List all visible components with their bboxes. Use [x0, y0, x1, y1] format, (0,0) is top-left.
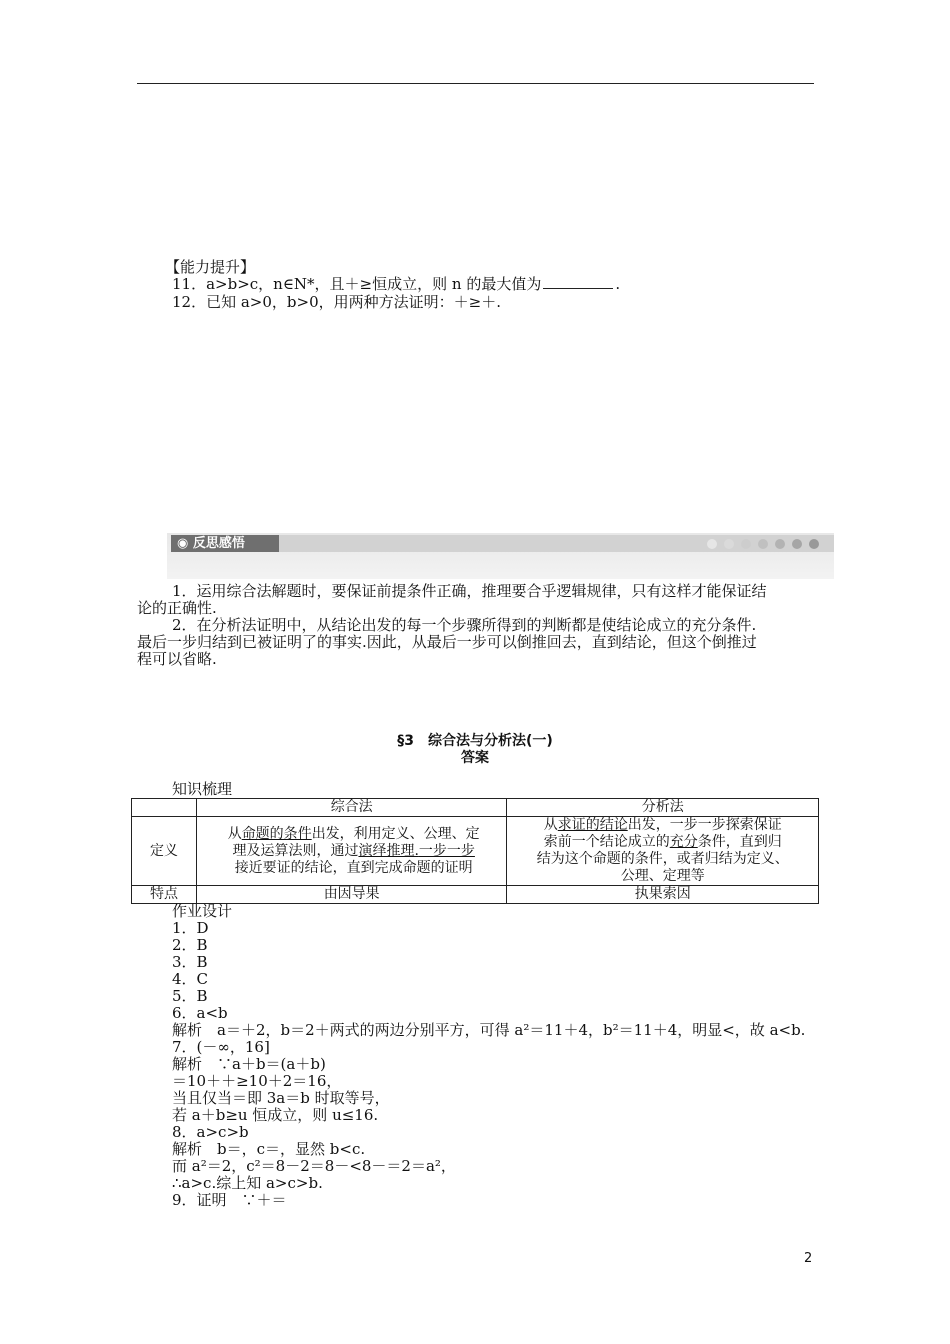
answer-line: 解析 ∵a＋b＝(a＋b) — [172, 1055, 326, 1073]
reflection-p1-line1: 1．运用综合法解题时，要保证前提条件正确，推理要合乎逻辑规律，只有这样才能保证结 — [172, 582, 767, 600]
answer-line: 解析 a＝＋2，b＝2＋两式的两边分别平方，可得 a²＝11＋4，b²＝11＋4，明显<，故 a<b. — [172, 1021, 806, 1039]
reflection-banner — [167, 533, 834, 579]
analysis-feature: 执果索因 — [507, 886, 819, 904]
answer-line: 若 a＋b≥u 恒成立，则 u≤16. — [172, 1106, 379, 1124]
answer-line: 2．B — [172, 936, 208, 954]
answer-line: ＝10＋＋≥10＋2＝16， — [172, 1072, 342, 1090]
answer-line: 7．(－∞，16] — [172, 1038, 270, 1056]
table-header-row — [132, 799, 819, 817]
answer-line: 8．a>c>b — [172, 1123, 249, 1141]
table-corner — [132, 799, 197, 817]
reflection-p2-line2: 最后一步归结到已被证明了的事实.因此，从最后一步可以倒推回去，直到结论，但这个倒推过 — [137, 633, 757, 651]
col-header-analysis: 分析法 — [507, 799, 819, 817]
answer-line: 5．B — [172, 987, 208, 1005]
banner-dot — [758, 539, 768, 549]
row-head-definition: 定义 — [132, 817, 197, 886]
reflection-label: ◉ 反思感悟 — [171, 535, 285, 552]
answer-line: 当且仅当＝即 3a＝b 时取等号， — [172, 1089, 390, 1107]
banner-dot — [792, 539, 802, 549]
homework-label: 作业设计 — [172, 902, 233, 920]
synthesis-definition: 从命题的条件出发，利用定义、公理、定 理及运算法则，通过演绎推理.一步一步 接近要证的结论，直到完成命题的证明 — [196, 817, 507, 886]
table-row-feature — [132, 886, 819, 904]
answer-line: 解析 b＝，c＝，显然 b<c. — [172, 1140, 366, 1158]
answer-blank — [543, 276, 613, 289]
reflection-p2-line1: 2．在分析法证明中，从结论出发的每一个步骤所得到的判断都是使结论成立的充分条件. — [172, 616, 757, 634]
synthesis-feature: 由因导果 — [196, 886, 507, 904]
page-number: 2 — [804, 1251, 813, 1266]
header-rule — [137, 83, 814, 84]
question-11: 11．a>b>c，n∈N*，且＋≥恒成立，则 n 的最大值为 . — [172, 275, 621, 293]
answer-line: 6．a<b — [172, 1004, 228, 1022]
banner-dot — [707, 539, 717, 549]
row-head-feature: 特点 — [132, 886, 197, 904]
answer-line: 而 a²＝2，c²＝8－2＝8－<8－＝2＝a²， — [172, 1157, 456, 1175]
banner-dot — [741, 539, 751, 549]
knowledge-table — [131, 798, 819, 904]
knowledge-label: 知识梳理 — [172, 780, 233, 798]
banner-dot — [809, 539, 819, 549]
answer-line: 1．D — [172, 919, 209, 937]
answer-line: 9．证明 ∵＋＝ — [172, 1191, 287, 1209]
answer-line: ∴a>c.综上知 a>c>b. — [172, 1174, 323, 1192]
col-header-synthesis: 综合法 — [196, 799, 507, 817]
reflection-p1-line2: 论的正确性. — [137, 599, 217, 617]
reflection-p2-line3: 程可以省略. — [137, 650, 217, 668]
question-11-text: 11．a>b>c，n∈N*，且＋≥恒成立，则 n 的最大值为 — [172, 275, 542, 293]
answers-subtitle: 答案 — [461, 750, 489, 766]
banner-dot — [724, 539, 734, 549]
analysis-definition: 从求证的结论出发，一步一步探索保证 索前一个结论成立的充分条件，直到归 结为这个命题的条件，或者归结为定义、 公理、定理等 — [507, 817, 819, 886]
section-title: §3 综合法与分析法(一) — [397, 733, 553, 749]
banner-dot — [775, 539, 785, 549]
table-row-definition — [132, 817, 819, 886]
question-12: 12．已知 a>0，b>0，用两种方法证明：＋≥＋. — [172, 293, 501, 311]
ability-heading: 【能力提升】 — [165, 258, 256, 276]
answer-line: 4．C — [172, 970, 209, 988]
answer-line: 3．B — [172, 953, 208, 971]
